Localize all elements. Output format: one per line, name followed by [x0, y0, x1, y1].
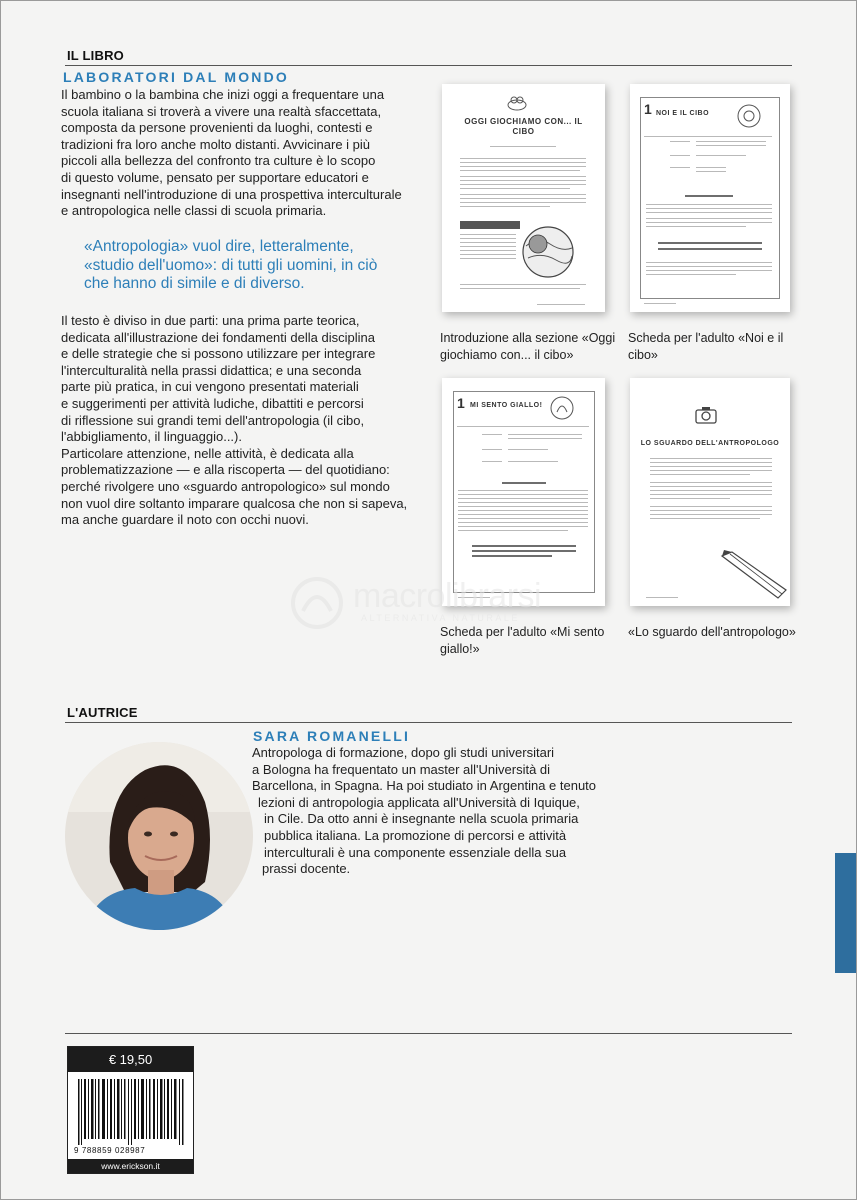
section-rule — [65, 722, 792, 723]
thumb-title: NOI E IL CIBO — [656, 110, 710, 117]
price-barcode-box — [67, 1046, 194, 1174]
barcode — [76, 1079, 186, 1145]
camera-icon — [694, 405, 718, 425]
thumb-title: MI SENTO GIALLO! — [470, 402, 543, 409]
globe-illustration — [516, 222, 576, 280]
watermark-name: macrolibrarsi — [353, 577, 542, 615]
page-preview-lo-sguardo — [630, 378, 790, 606]
author-name: SARA ROMANELLI — [253, 728, 411, 744]
publisher-website: www.erickson.it — [68, 1159, 193, 1173]
pencil-illustration — [720, 550, 790, 606]
author-bio: Antropologa di formazione, dopo gli studi universitari a Bologna ha frequentato un master all'Università di Barcellona, in Spagna. Ha poi studiato in Argentina e tenuto lezioni di antropologia applicata all'Università di Iquique, in Cile. Da otto anni è insegnante nella scuola primaria pubblica italiana. La promozione di percorsi e attività interculturali è una componente essenziale della sua prassi docente. — [252, 745, 597, 877]
watermark — [283, 573, 613, 633]
watermark-tagline: ALTERNATIVA NATURALE — [361, 613, 520, 623]
thumb-title: LO SGUARDO DELL'ANTROPOLOGO — [640, 440, 780, 447]
section-title-author: L'AUTRICE — [67, 705, 138, 720]
leaves-icon — [549, 395, 575, 421]
price-label: € 19,50 — [68, 1047, 193, 1072]
body-paragraph: Il testo è diviso in due parti: una prima parte teorica, dedicata all'illustrazione dei fondamenti della disciplina e delle strategie che si possono utilizzare per integrare l'interculturalità nella prassi didattica; e una seconda parte più pratica, in cui vengono presentati materiali e suggerimenti per attività ludiche, dibattiti e percorsi di riflessione sui grandi temi dell'antropologia (il cibo, l'abbigliamento, il linguaggio...). Particolare attenzione, nelle attività, è dedicata alla problematizzazione — e alla riscoperta — del quotidiano: perché rivolgere uno «sguardo antropologico» sul mondo non vuol dire soltanto imparare qualcosa che non si sapeva, ma anche guardare il noto con occhi nuovi. — [61, 313, 408, 528]
food-bowl-icon — [506, 94, 528, 112]
page-preview-noi-e-il-cibo: 1 NOI E IL CIBO — [630, 84, 790, 312]
author-photo — [65, 742, 253, 930]
caption-mi-sento-giallo: Scheda per l'adulto «Mi sento giallo!» — [440, 625, 605, 656]
section-title-book: IL LIBRO — [67, 48, 124, 63]
bottom-rule — [65, 1033, 792, 1034]
food-plate-icon — [736, 103, 762, 129]
section-rule — [65, 65, 792, 66]
thumb-title: OGGI GIOCHIAMO CON... IL CIBO — [464, 117, 583, 136]
pull-quote: «Antropologia» vuol dire, letteralmente, «studio dell'uomo»: di tutti gli uomini, in ciò che hanno di simile e di diverso. — [84, 238, 378, 292]
side-color-tab — [835, 853, 856, 973]
page-preview-mi-sento-giallo: 1 MI SENTO GIALLO! — [442, 378, 605, 606]
barcode-digits: 9 788859 028987 — [74, 1146, 146, 1155]
caption-noi-e-il-cibo: Scheda per l'adulto «Noi e il cibo» — [628, 331, 784, 362]
caption-lo-sguardo: «Lo sguardo dell'antropologo» — [628, 625, 796, 639]
page-preview-oggi-giochiamo — [442, 84, 605, 312]
intro-paragraph: Il bambino o la bambina che inizi oggi a frequentare una scuola italiana si troverà a vivere una realtà sfaccettata, composta da persone provenienti da luoghi, contesti e tradizioni fra loro anche molto distanti. Avvicinare i più piccoli alla bellezza del confronto tra culture è lo scopo di questo volume, pensato per supportare educatori e insegnanti nell'introduzione di una prospettiva interculturale e antropologica nelle classi di scuola primaria. — [61, 87, 402, 219]
book-heading: LABORATORI DAL MONDO — [63, 69, 289, 85]
watermark-logo-icon — [289, 575, 345, 631]
caption-oggi-giochiamo: Introduzione alla sezione «Oggi giochiamo con... il cibo» — [440, 331, 616, 362]
